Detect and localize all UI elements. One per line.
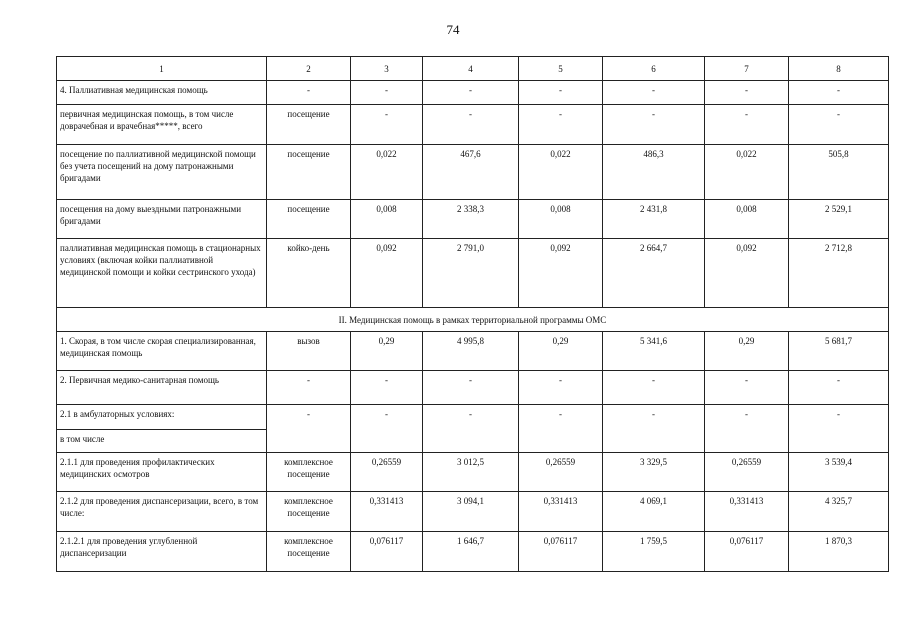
row-value: 0,022	[351, 145, 423, 200]
row-value: -	[423, 371, 519, 405]
medical-care-table	[56, 56, 889, 572]
row-value: 3 094,1	[423, 492, 519, 532]
row-name: 2. Первичная медико-санитарная помощь	[57, 371, 267, 405]
row-value: -	[519, 81, 603, 105]
row-value: -	[603, 105, 705, 145]
row-unit: посещение	[267, 200, 351, 239]
row-value: -	[603, 405, 705, 453]
row-value: 2 529,1	[789, 200, 889, 239]
row-unit: комплексное посещение	[267, 453, 351, 492]
section-row	[57, 308, 889, 332]
row-value: -	[351, 105, 423, 145]
row-value: 0,26559	[705, 453, 789, 492]
row-value: 3 329,5	[603, 453, 705, 492]
row-unit: -	[267, 371, 351, 405]
row-value: 0,331413	[519, 492, 603, 532]
table-row	[57, 532, 889, 572]
row-value: 0,26559	[351, 453, 423, 492]
row-name: 2.1.2 для проведения диспансеризации, всего, в том числе:	[57, 492, 267, 532]
row-value: -	[519, 105, 603, 145]
row-unit: комплексное посещение	[267, 532, 351, 572]
row-value: 0,29	[351, 332, 423, 371]
section-title: II. Медицинская помощь в рамках территориальной программы ОМС	[57, 308, 889, 332]
row-unit: посещение	[267, 145, 351, 200]
row-value: 2 712,8	[789, 239, 889, 308]
row-value: 0,076117	[705, 532, 789, 572]
row-value: 2 791,0	[423, 239, 519, 308]
header-cell: 6	[603, 57, 705, 81]
table-row	[57, 200, 889, 239]
row-value: 467,6	[423, 145, 519, 200]
row-value: 0,26559	[519, 453, 603, 492]
row-value: 1 759,5	[603, 532, 705, 572]
row-name: посещение по паллиативной медицинской помощи без учета посещений на дому патронажными бригадами	[57, 145, 267, 200]
row-name: посещения на дому выездными патронажными бригадами	[57, 200, 267, 239]
row-value: 0,008	[705, 200, 789, 239]
row-value: 3 012,5	[423, 453, 519, 492]
row-name: 4. Паллиативная медицинская помощь	[57, 81, 267, 105]
row-name: в том числе	[57, 430, 267, 453]
row-value: 5 341,6	[603, 332, 705, 371]
row-value: -	[519, 405, 603, 453]
header-cell: 8	[789, 57, 889, 81]
row-unit: койко-день	[267, 239, 351, 308]
row-value: -	[423, 81, 519, 105]
table-row	[57, 371, 889, 405]
row-unit: вызов	[267, 332, 351, 371]
row-name: 2.1.2.1 для проведения углубленной диспансеризации	[57, 532, 267, 572]
header-cell: 5	[519, 57, 603, 81]
row-name: 2.1 в амбулаторных условиях:	[57, 405, 267, 430]
header-cell: 7	[705, 57, 789, 81]
row-unit: -	[267, 81, 351, 105]
row-value: 0,331413	[705, 492, 789, 532]
row-value: 0,008	[519, 200, 603, 239]
row-unit: комплексное посещение	[267, 492, 351, 532]
row-value: 0,092	[519, 239, 603, 308]
row-value: -	[351, 405, 423, 453]
row-name: паллиативная медицинская помощь в стационарных условиях (включая койки паллиативной медицинской помощи и койки сестринского ухода)	[57, 239, 267, 308]
row-value: -	[423, 405, 519, 453]
row-value: 0,022	[705, 145, 789, 200]
row-name: 2.1.1 для проведения профилактических медицинских осмотров	[57, 453, 267, 492]
row-unit: -	[267, 405, 351, 453]
table-row	[57, 332, 889, 371]
table-row	[57, 492, 889, 532]
header-cell: 2	[267, 57, 351, 81]
table-row	[57, 453, 889, 492]
row-value: 4 325,7	[789, 492, 889, 532]
row-value: 1 646,7	[423, 532, 519, 572]
row-value: -	[705, 81, 789, 105]
row-value: -	[351, 81, 423, 105]
row-value: 0,092	[351, 239, 423, 308]
row-value: -	[351, 371, 423, 405]
header-row	[57, 57, 889, 81]
row-value: -	[603, 371, 705, 405]
row-value: 2 664,7	[603, 239, 705, 308]
row-value: -	[789, 81, 889, 105]
row-value: 0,29	[705, 332, 789, 371]
row-value: -	[423, 105, 519, 145]
row-value: -	[705, 371, 789, 405]
row-value: 5 681,7	[789, 332, 889, 371]
row-value: -	[789, 105, 889, 145]
row-value: 4 069,1	[603, 492, 705, 532]
table-row	[57, 81, 889, 105]
header-cell: 1	[57, 57, 267, 81]
page-number: 74	[446, 22, 460, 37]
row-value: -	[705, 405, 789, 453]
row-value: 2 338,3	[423, 200, 519, 239]
row-value: 486,3	[603, 145, 705, 200]
row-value: 0,076117	[351, 532, 423, 572]
row-value: -	[789, 371, 889, 405]
row-value: -	[519, 371, 603, 405]
table-row	[57, 145, 889, 200]
row-value: 505,8	[789, 145, 889, 200]
row-value: 0,008	[351, 200, 423, 239]
row-name: первичная медицинская помощь, в том числе доврачебная и врачебная*****, всего	[57, 105, 267, 145]
row-value: 0,092	[705, 239, 789, 308]
row-value: 0,076117	[519, 532, 603, 572]
row-unit: посещение	[267, 105, 351, 145]
row-value: -	[705, 105, 789, 145]
row-value: 0,022	[519, 145, 603, 200]
row-value: -	[789, 405, 889, 453]
table-row	[57, 239, 889, 308]
table-row	[57, 105, 889, 145]
row-value: 0,331413	[351, 492, 423, 532]
row-value: 3 539,4	[789, 453, 889, 492]
row-value: 1 870,3	[789, 532, 889, 572]
row-value: 4 995,8	[423, 332, 519, 371]
row-value: -	[603, 81, 705, 105]
header-cell: 3	[351, 57, 423, 81]
row-name: 1. Скорая, в том числе скорая специализированная, медицинская помощь	[57, 332, 267, 371]
row-value: 0,29	[519, 332, 603, 371]
row-value: 2 431,8	[603, 200, 705, 239]
header-cell: 4	[423, 57, 519, 81]
table-row	[57, 405, 889, 430]
